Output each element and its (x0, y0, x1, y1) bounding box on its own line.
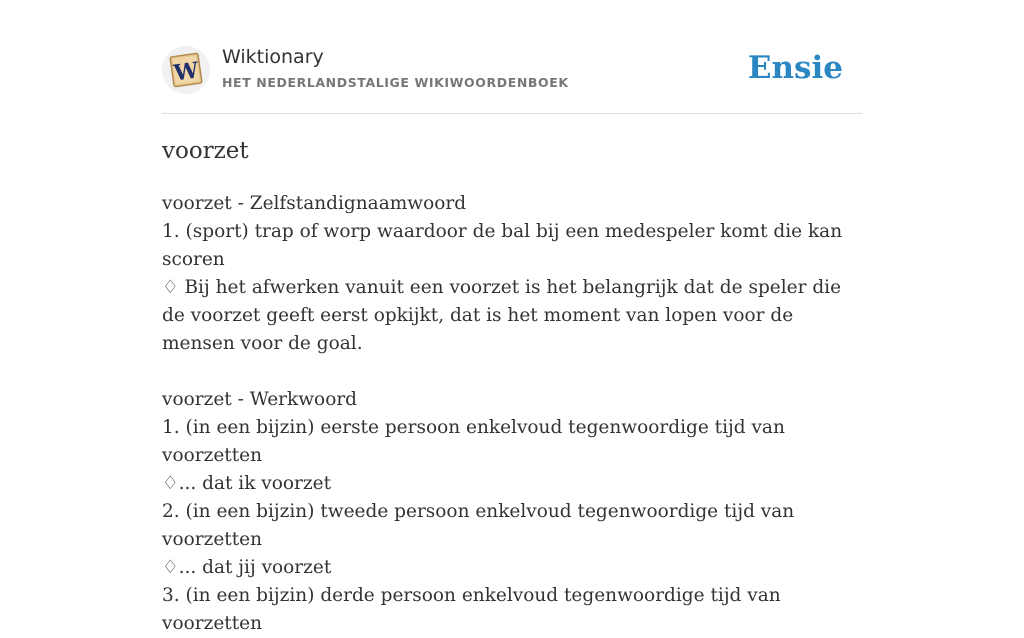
entry-heading: voorzet - Werkwoord (162, 389, 358, 410)
example-line: ♢ Bij het afwerken vanuit een voorzet is het belangrijk dat de speler die de voorzet geeft eerst opkijkt, dat is het moment van lopen voor de mensen voor de goal. (162, 277, 842, 354)
definition-content (162, 190, 867, 638)
entry-spacer (162, 358, 867, 386)
wiktionary-logo-icon[interactable] (162, 46, 210, 94)
entry-heading: voorzet - Zelfstandignaamwoord (162, 193, 467, 214)
definition-line: 2. (in een bijzin) tweede persoon enkelvoud tegenwoordige tijd van voorzetten (162, 501, 795, 550)
page-title: voorzet (162, 138, 249, 164)
example-line: ♢... dat jij voorzet (162, 557, 332, 578)
svg-text:W: W (172, 57, 201, 87)
example-line: ♢... dat ik voorzet (162, 473, 332, 494)
definition-line: 1. (in een bijzin) eerste persoon enkelvoud tegenwoordige tijd van voorzetten (162, 417, 785, 466)
site-name[interactable]: Wiktionary (222, 46, 324, 68)
entry-noun (162, 190, 867, 358)
site-tagline: HET NEDERLANDSTALIGE WIKIWOORDENBOEK (222, 75, 569, 90)
ensie-brand-logo[interactable]: Ensie (747, 50, 843, 86)
definition-line: 1. (sport) trap of worp waardoor de bal bij een medespeler komt die kan scoren (162, 221, 843, 270)
definition-line: 3. (in een bijzin) derde persoon enkelvoud tegenwoordige tijd van voorzetten (162, 585, 781, 634)
entry-verb (162, 386, 867, 638)
site-header (162, 44, 862, 114)
